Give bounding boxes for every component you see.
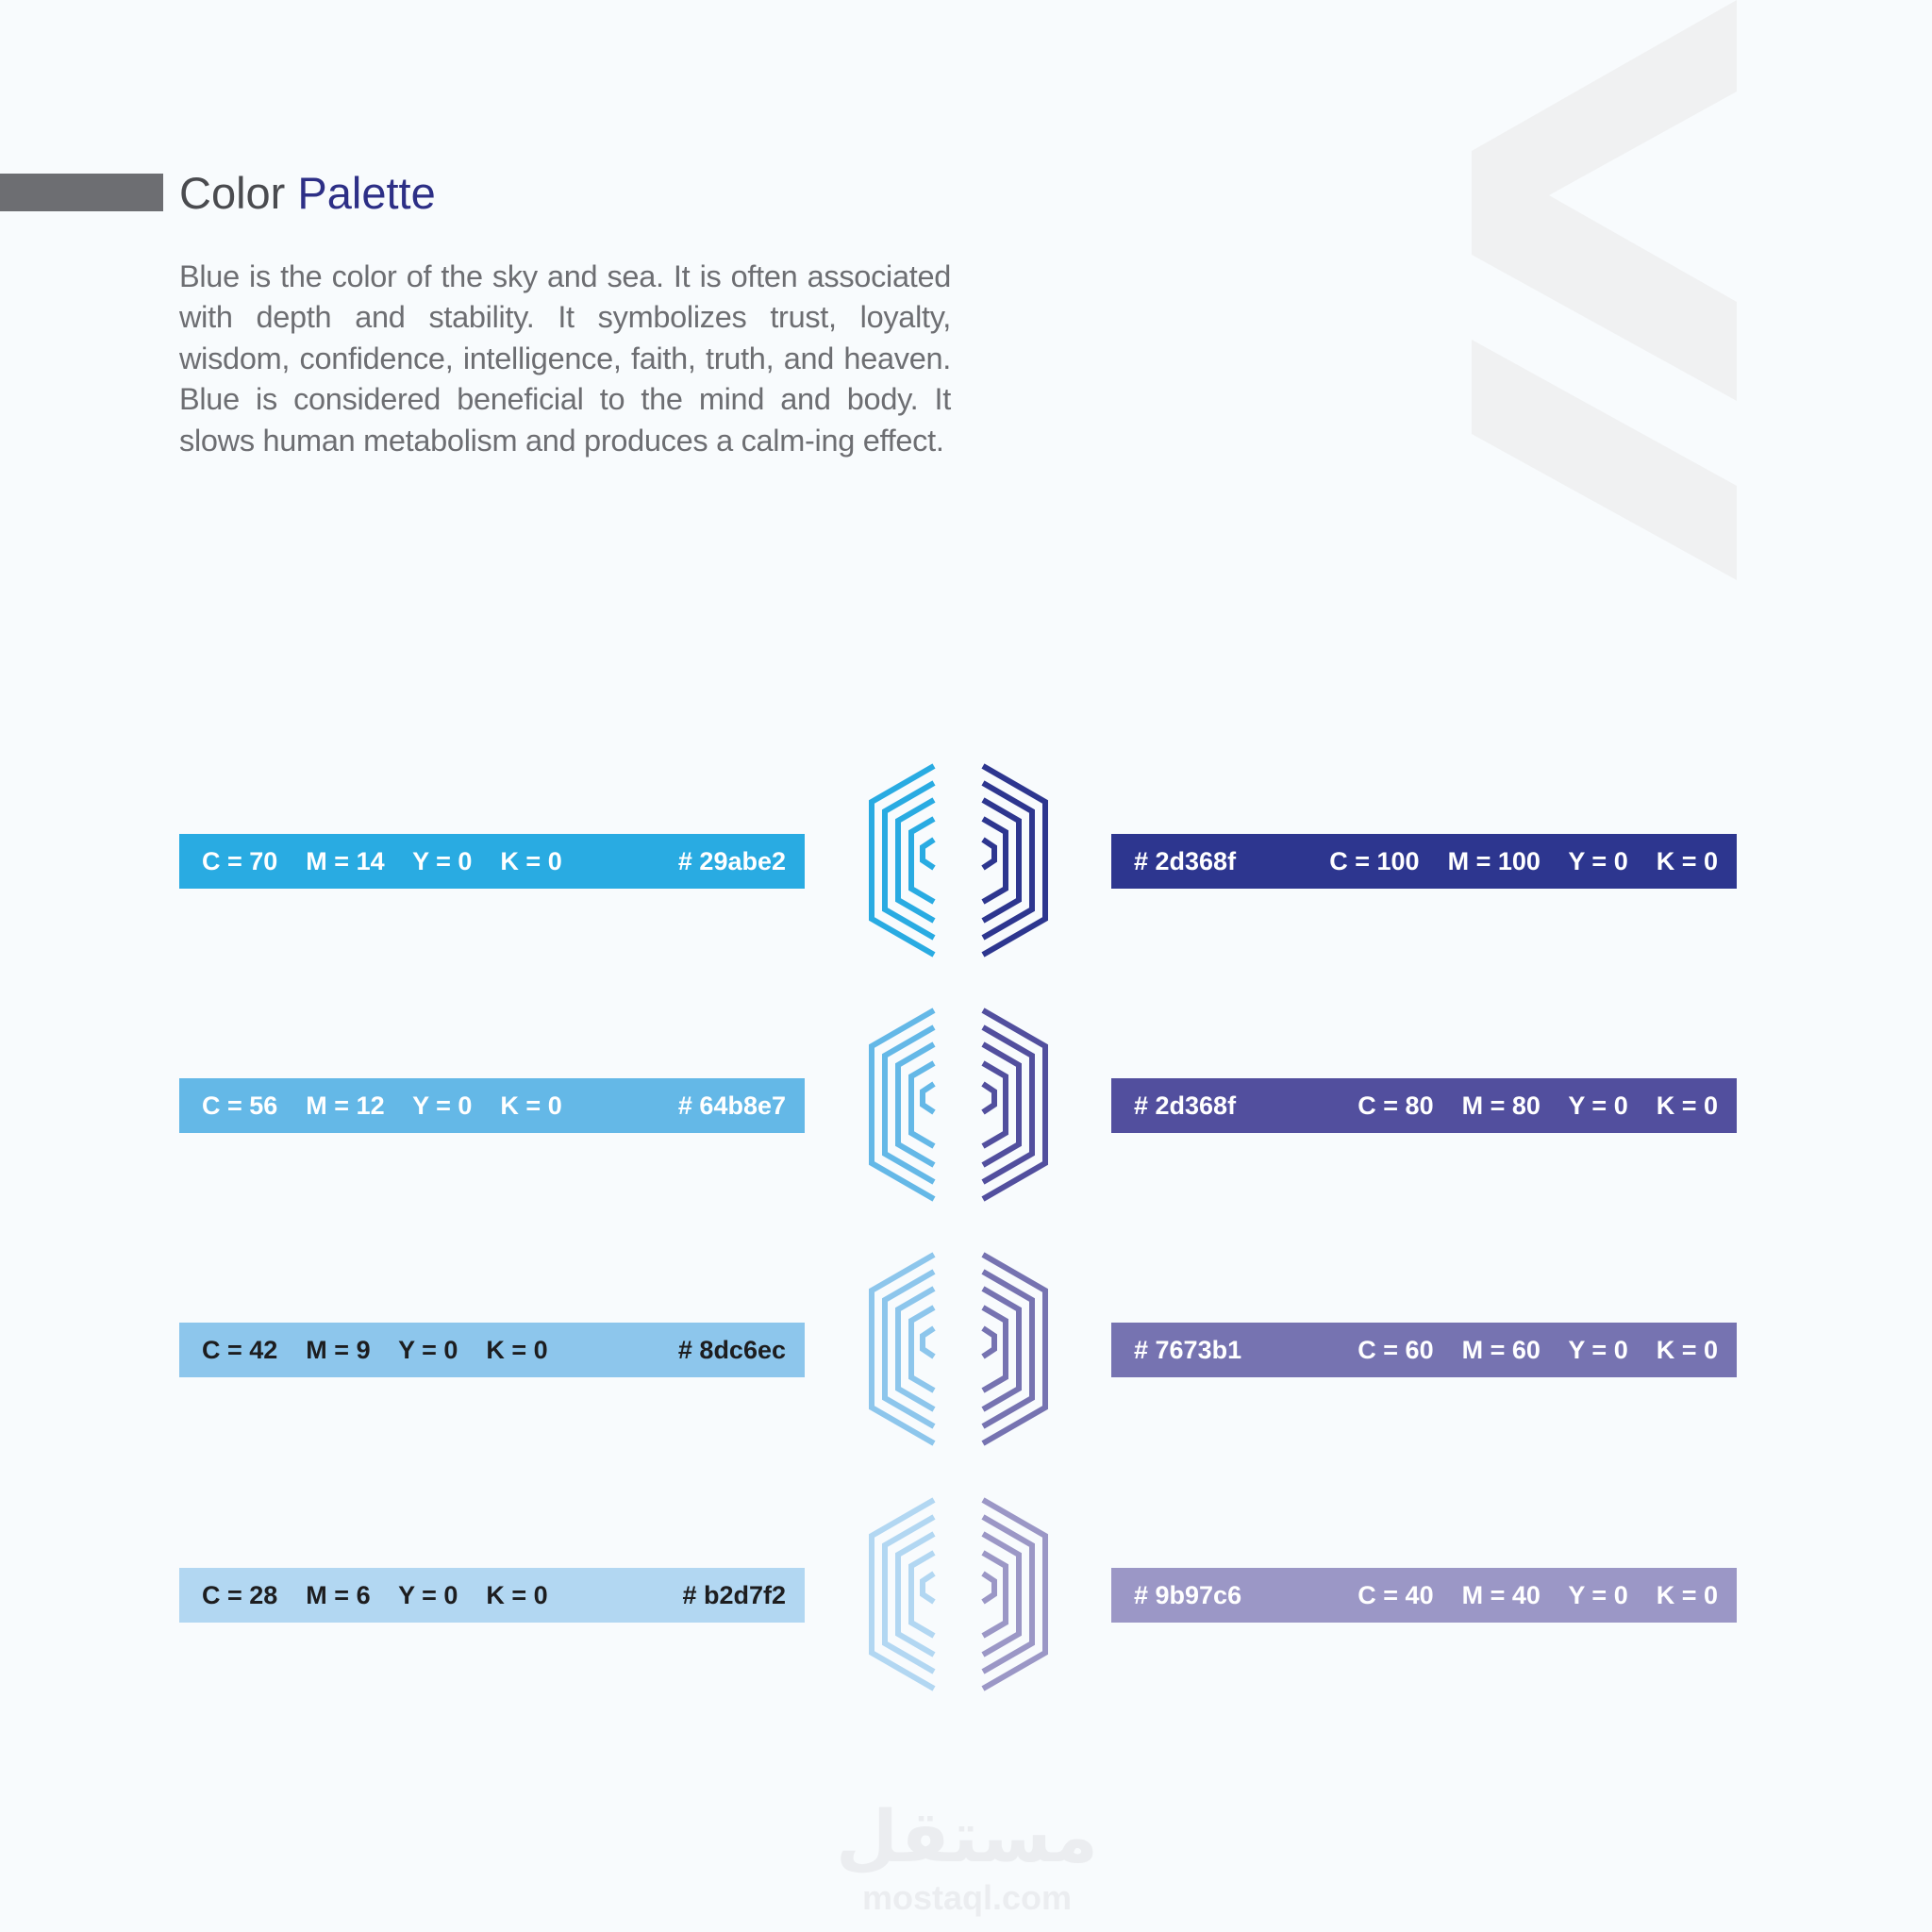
logo-right-half <box>983 1500 1045 1689</box>
watermark <box>830 1794 1104 1917</box>
logo-stroke <box>983 800 1019 921</box>
logo-stroke <box>983 1084 994 1112</box>
logo-left-half <box>872 1500 934 1689</box>
swatch-right-1 <box>1111 834 1737 889</box>
logo-stroke <box>898 800 934 921</box>
cmyk-values: C = 100 M = 100 Y = 0 K = 0 <box>1329 846 1718 875</box>
swatch-left-3 <box>179 1323 805 1377</box>
hex-value: # 2d368f <box>1134 846 1237 875</box>
logo-mark-4 <box>866 1494 1051 1694</box>
swatch-right-4 <box>1111 1568 1737 1623</box>
logo-left-half <box>872 1255 934 1443</box>
page-title: Color Palette <box>179 168 436 218</box>
logo-stroke <box>923 1084 934 1112</box>
swatch-left-4 <box>179 1568 805 1623</box>
watermark-url: mostaql.com <box>861 1878 1073 1917</box>
logo-stroke <box>898 1044 934 1165</box>
hex-value: # 29abe2 <box>677 846 786 875</box>
logo-stroke <box>923 1328 934 1357</box>
palette-description: Blue is the color of the sky and sea. It is often associated with depth and stability. It symbolizes trust, loyalty, wisdom, confidence, intelligence, faith, truth, and heaven. Blue is considered beneficial to the mind and body. It slows human metabolism and produces a calm-ing effect. <box>179 259 951 458</box>
logo-right-half <box>983 1010 1045 1199</box>
logo-mark-3 <box>866 1249 1051 1449</box>
hex-value: # 2d368f <box>1134 1091 1237 1120</box>
cmyk-values: C = 80 M = 80 Y = 0 K = 0 <box>1357 1091 1718 1120</box>
hex-value: # b2d7f2 <box>682 1580 786 1609</box>
chevron-decoration <box>1472 0 1738 585</box>
logo-stroke <box>983 1289 1019 1409</box>
logo-left-half <box>872 766 934 955</box>
cmyk-values: C = 28 M = 6 Y = 0 K = 0 <box>202 1580 548 1609</box>
logo-mark-1 <box>866 760 1051 960</box>
hex-value: # 64b8e7 <box>677 1091 786 1120</box>
swatch-right-3 <box>1111 1323 1737 1377</box>
logo-mark-2 <box>866 1005 1051 1205</box>
logo-stroke <box>983 1534 1019 1655</box>
logo-stroke <box>923 1574 934 1602</box>
logo-stroke <box>983 840 994 868</box>
cmyk-values: C = 40 M = 40 Y = 0 K = 0 <box>1357 1580 1718 1609</box>
swatch-left-2 <box>179 1078 805 1133</box>
title-accent-bar <box>0 174 163 211</box>
cmyk-values: C = 70 M = 14 Y = 0 K = 0 <box>202 846 562 875</box>
logo-stroke <box>983 1574 994 1602</box>
hex-value: # 8dc6ec <box>677 1335 786 1364</box>
logo-right-half <box>983 766 1045 955</box>
cmyk-values: C = 42 M = 9 Y = 0 K = 0 <box>202 1335 548 1364</box>
watermark-logo: مستقل <box>836 1794 1098 1878</box>
logo-stroke <box>923 840 934 868</box>
cmyk-values: C = 60 M = 60 Y = 0 K = 0 <box>1357 1335 1718 1364</box>
logo-stroke <box>983 1328 994 1357</box>
logo-stroke <box>898 1289 934 1409</box>
swatch-right-2 <box>1111 1078 1737 1133</box>
hex-value: # 9b97c6 <box>1134 1580 1242 1609</box>
hex-value: # 7673b1 <box>1134 1335 1242 1364</box>
logo-right-half <box>983 1255 1045 1443</box>
swatch-left-1 <box>179 834 805 889</box>
logo-stroke <box>983 1044 1019 1165</box>
logo-stroke <box>898 1534 934 1655</box>
logo-left-half <box>872 1010 934 1199</box>
cmyk-values: C = 56 M = 12 Y = 0 K = 0 <box>202 1091 562 1120</box>
